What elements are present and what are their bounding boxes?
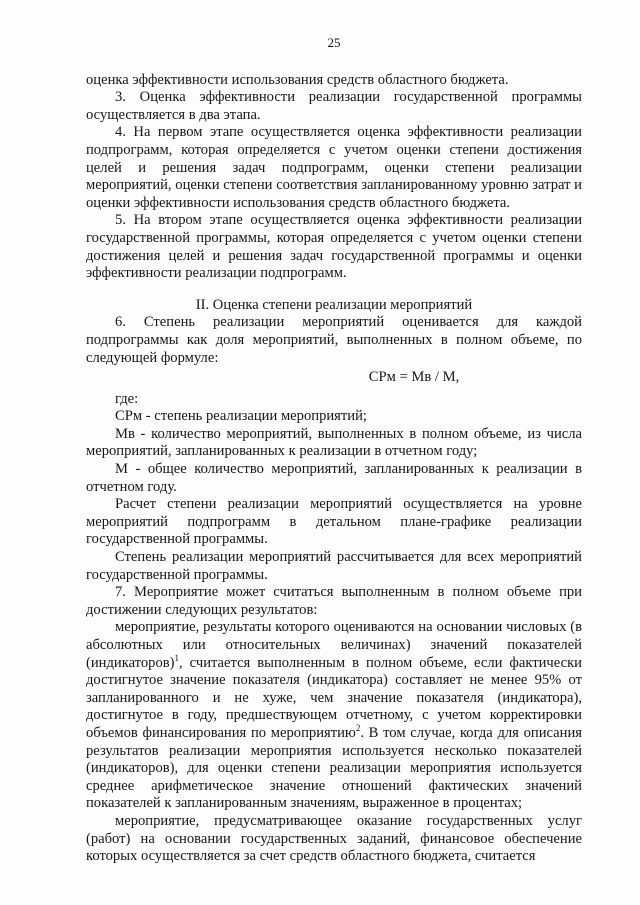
paragraph-state-services: мероприятие, предусматривающее оказание государственных услуг (работ) на основании государственных заданий, финансовое обеспечение которых осуществляется за счет средств областного бюджета, считается bbox=[86, 812, 582, 865]
paragraph-6: 6. Степень реализации мероприятий оценивается для каждой подпрограммы как доля мероприятий, выполненных в полном объеме, по следующей формуле: bbox=[86, 314, 582, 366]
where-label: где: bbox=[115, 390, 139, 407]
page-number: 25 bbox=[327, 35, 341, 50]
section-heading: II. Оценка степени реализации мероприятий bbox=[195, 296, 473, 313]
definition-m: М - общее количество мероприятий, запланированных к реализации в отчетном году. bbox=[86, 461, 582, 495]
paragraph-numeric-result bbox=[86, 619, 582, 813]
footnote-ref-1: 1 bbox=[174, 652, 180, 663]
result-text-part2: , считается выполненным в полном объеме, если фактически достигнутое значение показателя (индикатора) составляет не менее 95% от запланированного и не хуже, чем значение показателя (индикатора), достигнутое в году, предшествующем отчетному, с учетом корректировки объемов финансирования по мероприятию bbox=[86, 654, 582, 741]
result-text-part3: . В том случае, когда для описания результатов реализации мероприятия используется несколько показателей (индикаторов), для оценки степени реализации мероприятия используется среднее арифметическое значение отношений фактических значений показателей к запланированным значениям, выраженное в процентах; bbox=[86, 724, 582, 812]
paragraph-7: 7. Мероприятие может считаться выполненным в полном объеме при достижении следующих результатов: bbox=[86, 584, 582, 618]
paragraph-5: 5. На втором этапе осуществляется оценка эффективности реализации государственной программы, которая определяется с учетом оценки степени достижения целей и решения задач государственной программы и оценки эффективности реализации подпрограмм. bbox=[86, 212, 582, 282]
paragraph-calculation: Расчет степени реализации мероприятий осуществляется на уровне мероприятий подпрограмм в детальном плане-графике реализации государственной программы. bbox=[86, 496, 582, 548]
formula: СРм = Мв / М, bbox=[368, 369, 460, 386]
paragraph-4: 4. На первом этапе осуществляется оценка эффективности реализации подпрограмм, которая определяется с учетом оценки степени достижения целей и решения задач подпрограмм, оценки степени реализации мероприятий, оценки степени соответствия запланированному уровню затрат и оценки эффективности использования средств областного бюджета. bbox=[86, 124, 582, 211]
paragraph-all-measures: Степень реализации мероприятий рассчитывается для всех мероприятий государственной программы. bbox=[86, 549, 582, 583]
definition-srm: СРм - степень реализации мероприятий; bbox=[115, 408, 367, 425]
paragraph-3: 3. Оценка эффективности реализации государственной программы осуществляется в два этапа. bbox=[86, 89, 582, 123]
paragraph-continuation: оценка эффективности использования средств областного бюджета. bbox=[86, 71, 509, 88]
footnote-ref-2: 2 bbox=[355, 723, 361, 734]
result-text-part1: мероприятие, результаты которого оцениваются на основании числовых (в абсолютных или относительных величинах) значений показателей (индикаторов) bbox=[86, 619, 582, 671]
definition-mv: Мв - количество мероприятий, выполненных в полном объеме, из числа мероприятий, запланированных к реализации в отчетном году; bbox=[86, 425, 582, 460]
